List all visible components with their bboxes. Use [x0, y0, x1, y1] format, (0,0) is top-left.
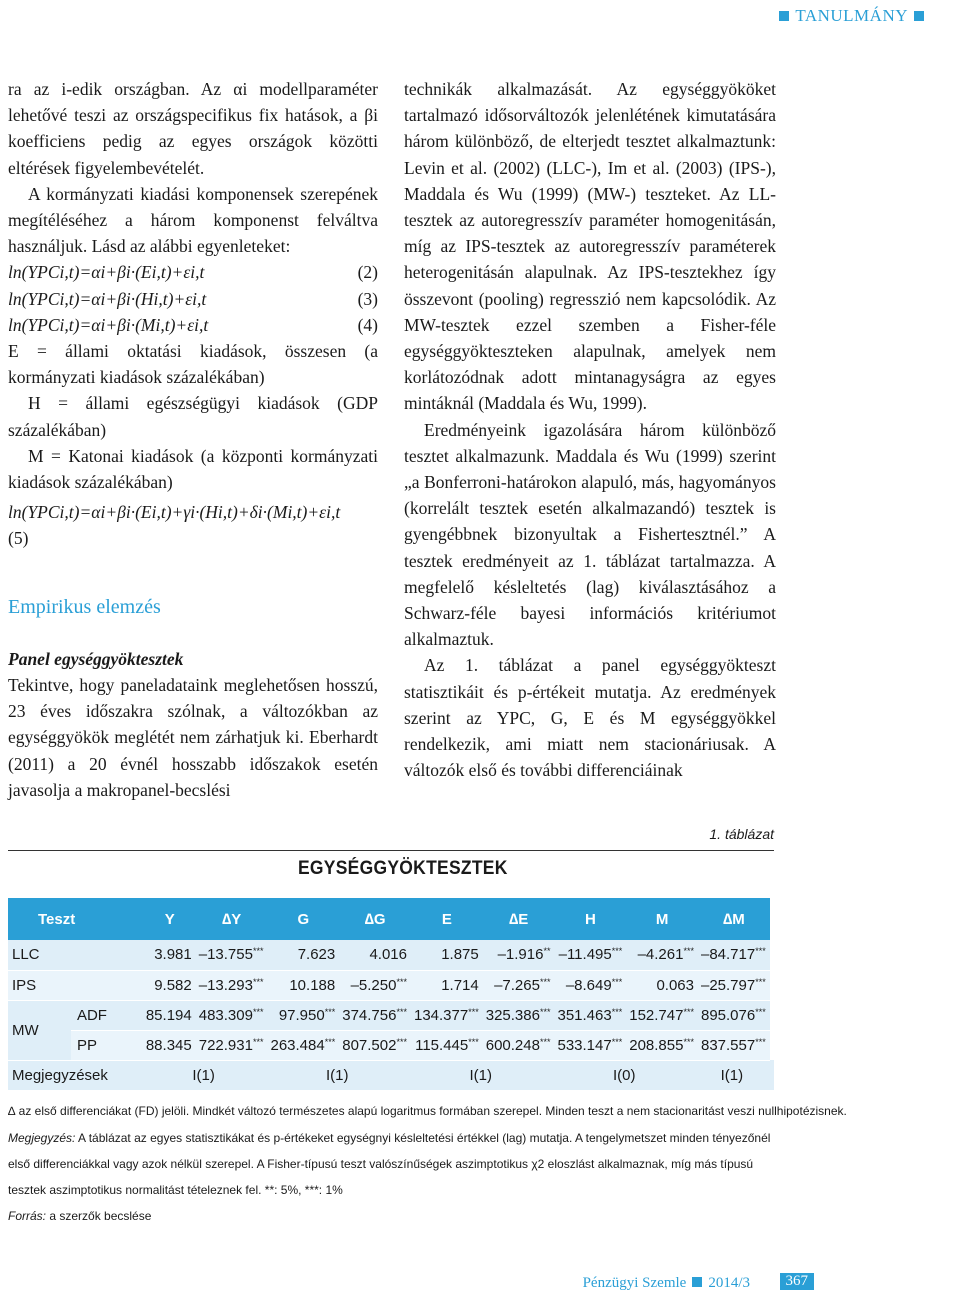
significance: ***: [611, 946, 623, 957]
value-cell: [267, 940, 339, 970]
header-cell: ∆E: [483, 898, 555, 940]
significance: ***: [539, 976, 551, 987]
value: 895.076: [700, 1006, 756, 1024]
value: 88.345: [145, 1036, 192, 1054]
significance: ***: [396, 1006, 407, 1017]
journal-name: Pénzügyi Szemle 2014/3: [582, 1275, 750, 1291]
empty-cell: [770, 1060, 774, 1090]
value-cell: [144, 970, 196, 1000]
section-title: TANULMÁNY: [795, 6, 908, 25]
paragraph: Eredményeink igazolására három különböző tesztet alkalmazunk. Maddala és Wu (1999) szerint „a Bonferroni-határokon alapuló, más, hagyományos (korrelált tesztek esetén alkalmazandó) tesztek is gyengébbnek bizonyultak a Fishertesztnél.” A tesztek eredményeit az 1. táblázat tartalmazza. A megfelelő késleltetés (lag) kiválasztásához a Schwarz-féle bayesi információs kritériumot alkalmaztuk.: [404, 419, 776, 650]
value: 1.714: [441, 976, 479, 994]
value: 152.747: [629, 1006, 684, 1024]
value: 3.981: [154, 946, 192, 964]
value: 351.463: [557, 1006, 612, 1024]
significance: ***: [611, 1006, 623, 1017]
value-cell: [196, 1000, 268, 1030]
header-cell: H: [554, 898, 626, 940]
value-cell: [339, 970, 411, 1000]
test-name: LLC: [8, 940, 144, 970]
divider: [8, 850, 774, 851]
header-cell: ∆M: [698, 898, 770, 940]
value: 10.188: [289, 976, 336, 994]
value-cell: [267, 970, 339, 1000]
value: –4.261: [637, 946, 684, 964]
value-cell: [339, 1000, 411, 1030]
value: 600.248: [485, 1036, 540, 1054]
subsection-heading: Panel egységgyöktesztek: [8, 648, 184, 669]
value-cell: [267, 1030, 339, 1060]
significance: ***: [755, 946, 766, 957]
test-name: MW: [8, 1000, 71, 1060]
significance: ***: [611, 976, 623, 987]
footnote: Forrás: a szerzők becslése: [8, 1209, 152, 1223]
square-icon: [914, 11, 924, 21]
value-cell: [267, 1000, 339, 1030]
table-row: [8, 1000, 774, 1030]
value-cell: [483, 1030, 555, 1060]
significance: ***: [252, 946, 264, 957]
value: 0.063: [656, 976, 694, 994]
unit-root-table: [8, 898, 774, 1091]
value: –13.293: [198, 976, 253, 994]
significance: ***: [755, 1006, 766, 1017]
integration-order: I(0): [554, 1060, 698, 1090]
significance: ***: [755, 1036, 766, 1047]
value-cell: [554, 940, 626, 970]
value: 85.194: [145, 1006, 192, 1024]
header-cell: ∆G: [339, 898, 411, 940]
value: 837.557: [700, 1036, 756, 1054]
value-cell: [144, 940, 196, 970]
significance: ***: [468, 1006, 479, 1017]
value-cell: [554, 1030, 626, 1060]
value: 208.855: [629, 1036, 684, 1054]
square-icon: [692, 1277, 702, 1287]
value-cell: [339, 1030, 411, 1060]
value-cell: [698, 1030, 770, 1060]
significance: ***: [611, 1036, 623, 1047]
header-cell: M: [626, 898, 698, 940]
value: –5.250: [350, 976, 397, 994]
value-cell: [698, 1000, 770, 1030]
value-cell: [626, 970, 698, 1000]
value: 97.950: [278, 1006, 325, 1024]
value-cell: [483, 970, 555, 1000]
header-cell: G: [267, 898, 339, 940]
value: –7.265: [494, 976, 540, 994]
footnote: ∆ az első differenciákat (FD) jelöli. Mindkét változó természetes alapú logaritmus formában szerepel. Minden teszt a nem stacionaritást veszi nullhipotézisnek.: [8, 1104, 847, 1118]
value-cell: [144, 1030, 196, 1060]
left-column: [8, 76, 378, 803]
significance: ***: [396, 1036, 407, 1047]
table-row: [8, 970, 774, 1000]
value-cell: [144, 1000, 196, 1030]
header-cell: E: [411, 898, 483, 940]
value-cell: [196, 1030, 268, 1060]
value: 722.931: [198, 1036, 253, 1054]
value-cell: [339, 940, 411, 970]
table-title: EGYSÉGGYÖKTESZTEK: [298, 858, 508, 879]
value-cell: [411, 940, 483, 970]
paragraph: A kormányzati kiadási komponensek szerepének megítéléséhez a három komponenst felváltva használjuk. Lásd az alábbi egyenleteket:: [8, 183, 378, 257]
table-row: [8, 1030, 774, 1060]
integration-order: I(1): [144, 1060, 268, 1090]
right-column: [404, 76, 776, 783]
page-number: 367: [780, 1273, 815, 1290]
significance: ***: [683, 946, 694, 957]
table-header-row: [8, 898, 774, 940]
significance: ***: [683, 1036, 694, 1047]
table-number: 1. táblázat: [709, 826, 774, 842]
value: 263.484: [270, 1036, 325, 1054]
integration-order: I(1): [411, 1060, 555, 1090]
significance: ***: [324, 1006, 336, 1017]
value: 807.502: [342, 1036, 397, 1054]
equation-5: ln(YPCi,t)=αi+βi·(Ei,t)+γi·(Hi,t)+δi·(Mi,t)+εi,t: [8, 502, 341, 523]
header-cell: Y: [144, 898, 196, 940]
value-cell: [411, 970, 483, 1000]
paragraph: Tekintve, hogy paneladataink meglehetősen hosszú, 23 éves időszakra szólnak, a változókban az egységgyökök meglétét nem zárhatjuk ki. Eberhardt (2011) a 20 évnél hosszabb időszakok esetén javasolja a makropanel-becslési: [8, 675, 378, 800]
significance: ***: [683, 1006, 694, 1017]
header-cell: ∆Y: [196, 898, 268, 940]
significance: ***: [252, 1036, 264, 1047]
value: 115.445: [415, 1036, 469, 1054]
notes-row: [8, 1060, 774, 1090]
value-cell: [483, 1000, 555, 1030]
section-header: [773, 6, 930, 26]
notes-label: Megjegyzések: [8, 1060, 144, 1090]
value-cell: [554, 1000, 626, 1030]
value-cell: [411, 1000, 483, 1030]
significance: **: [543, 946, 551, 957]
value-cell: [626, 1030, 698, 1060]
value: 1.875: [441, 946, 479, 964]
equation-3: ln(YPCi,t)=αi+βi·(Hi,t)+εi,t (3): [8, 288, 378, 309]
value: –84.717: [700, 946, 756, 964]
significance: ***: [468, 1036, 479, 1047]
section-heading: Empirikus elemzés: [8, 595, 161, 618]
value: –25.797: [700, 976, 756, 994]
table-row: [8, 940, 774, 970]
paragraph: Az 1. táblázat a panel egységgyökteszt statisztikáit és p-értékeit mutatja. Az eredmények szerint az YPC, G, E és M egységgyökkel rendelkezik, ami miatt nem stacionáriusak. A változók első és további differenciáinak: [404, 655, 776, 781]
integration-order: I(1): [267, 1060, 411, 1090]
header-cell: Teszt: [8, 898, 144, 940]
value: –13.755: [198, 946, 253, 964]
test-name: IPS: [8, 970, 144, 1000]
significance: ***: [324, 1036, 336, 1047]
paragraph: ra az i-edik országban. Az αi modellparaméter lehetővé teszi az országspecifikus fix hatások, a βi koefficiens pedig az egyes országok közötti eltérések figyelembevételét.: [8, 79, 378, 178]
value-cell: [483, 940, 555, 970]
test-variant: PP: [71, 1030, 144, 1060]
value: 374.756: [342, 1006, 397, 1024]
value-cell: [626, 940, 698, 970]
value-cell: [554, 970, 626, 1000]
definition-h: H = állami egészségügyi kiadások (GDP százalékában): [8, 393, 378, 440]
value: 325.386: [485, 1006, 540, 1024]
value: –8.649: [565, 976, 612, 994]
significance: ***: [396, 976, 407, 987]
significance: ***: [252, 976, 264, 987]
significance: ***: [539, 1006, 551, 1017]
equation-5-number: (5): [8, 528, 29, 549]
value-cell: [196, 940, 268, 970]
value: 483.309: [198, 1006, 253, 1024]
equation-2: ln(YPCi,t)=αi+βi·(Ei,t)+εi,t (2): [8, 262, 378, 283]
significance: ***: [252, 1006, 264, 1017]
value-cell: [698, 940, 770, 970]
value: 134.377: [413, 1006, 469, 1024]
value-cell: [411, 1030, 483, 1060]
footnote: első differenciákkal vagy azok nélkül szerepel. A Fisher-típusú teszt valószínűségek aszimptotikus χ2 eloszlást alkalmaznak, míg más típusú: [8, 1157, 754, 1171]
value: 4.016: [369, 946, 407, 964]
definition-m: M = Katonai kiadások (a központi kormányzati kiadások százalékában): [8, 445, 378, 493]
value-cell: [698, 970, 770, 1000]
value: –11.495: [558, 946, 612, 964]
value-cell: [626, 1000, 698, 1030]
integration-order: I(1): [698, 1060, 770, 1090]
value: 9.582: [154, 976, 192, 994]
paragraph: technikák alkalmazását. Az egységgyököket tartalmazó idősorváltozók jelenlétének kimutatására három különböző, de elterjedt tesztet alkalmaztunk: Levin et al. (2002) (LLC-), Im et al. (2003) (IPS-), Maddala és Wu (1999) (MW-) teszteket. Az LL-tesztek az autoregresszív paraméter homogenitásán, míg az IPS-tesztek az autoregresszív paraméterek heterogenitásán alapulnak. Az IPS-tesztekhez így összevont (pooling) regresszió nem kapcsolódik. Az MW-tesztek ezzel szemben a Fisher-féle egységgyökteszteken alapulnak, amelyek nem korlátozódnak adott mintanagyságra az egyes mintáknál (Maddala és Wu, 1999).: [404, 79, 776, 414]
equation-4: ln(YPCi,t)=αi+βi·(Mi,t)+εi,t (4): [8, 314, 378, 335]
significance: ***: [539, 1036, 551, 1047]
value: 533.147: [557, 1036, 612, 1054]
footnote: Megjegyzés: A táblázat az egyes statisztikákat és p-értékeket egységnyi késleltetési értékkel (lag) mutatja. A tengelymetszet minden tényezőnél: [8, 1131, 771, 1145]
value-cell: [196, 970, 268, 1000]
value: 7.623: [297, 946, 336, 964]
definition-e: E = állami oktatási kiadások, összesen (a kormányzati kiadások százalékában): [8, 341, 378, 388]
square-icon: [779, 11, 789, 21]
value: –1.916: [497, 946, 544, 964]
test-variant: ADF: [71, 1000, 144, 1030]
significance: ***: [755, 976, 766, 987]
footnote: tesztek aszimptotikus normalitást tételeznek fel. **: 5%, ***: 1%: [8, 1183, 343, 1197]
